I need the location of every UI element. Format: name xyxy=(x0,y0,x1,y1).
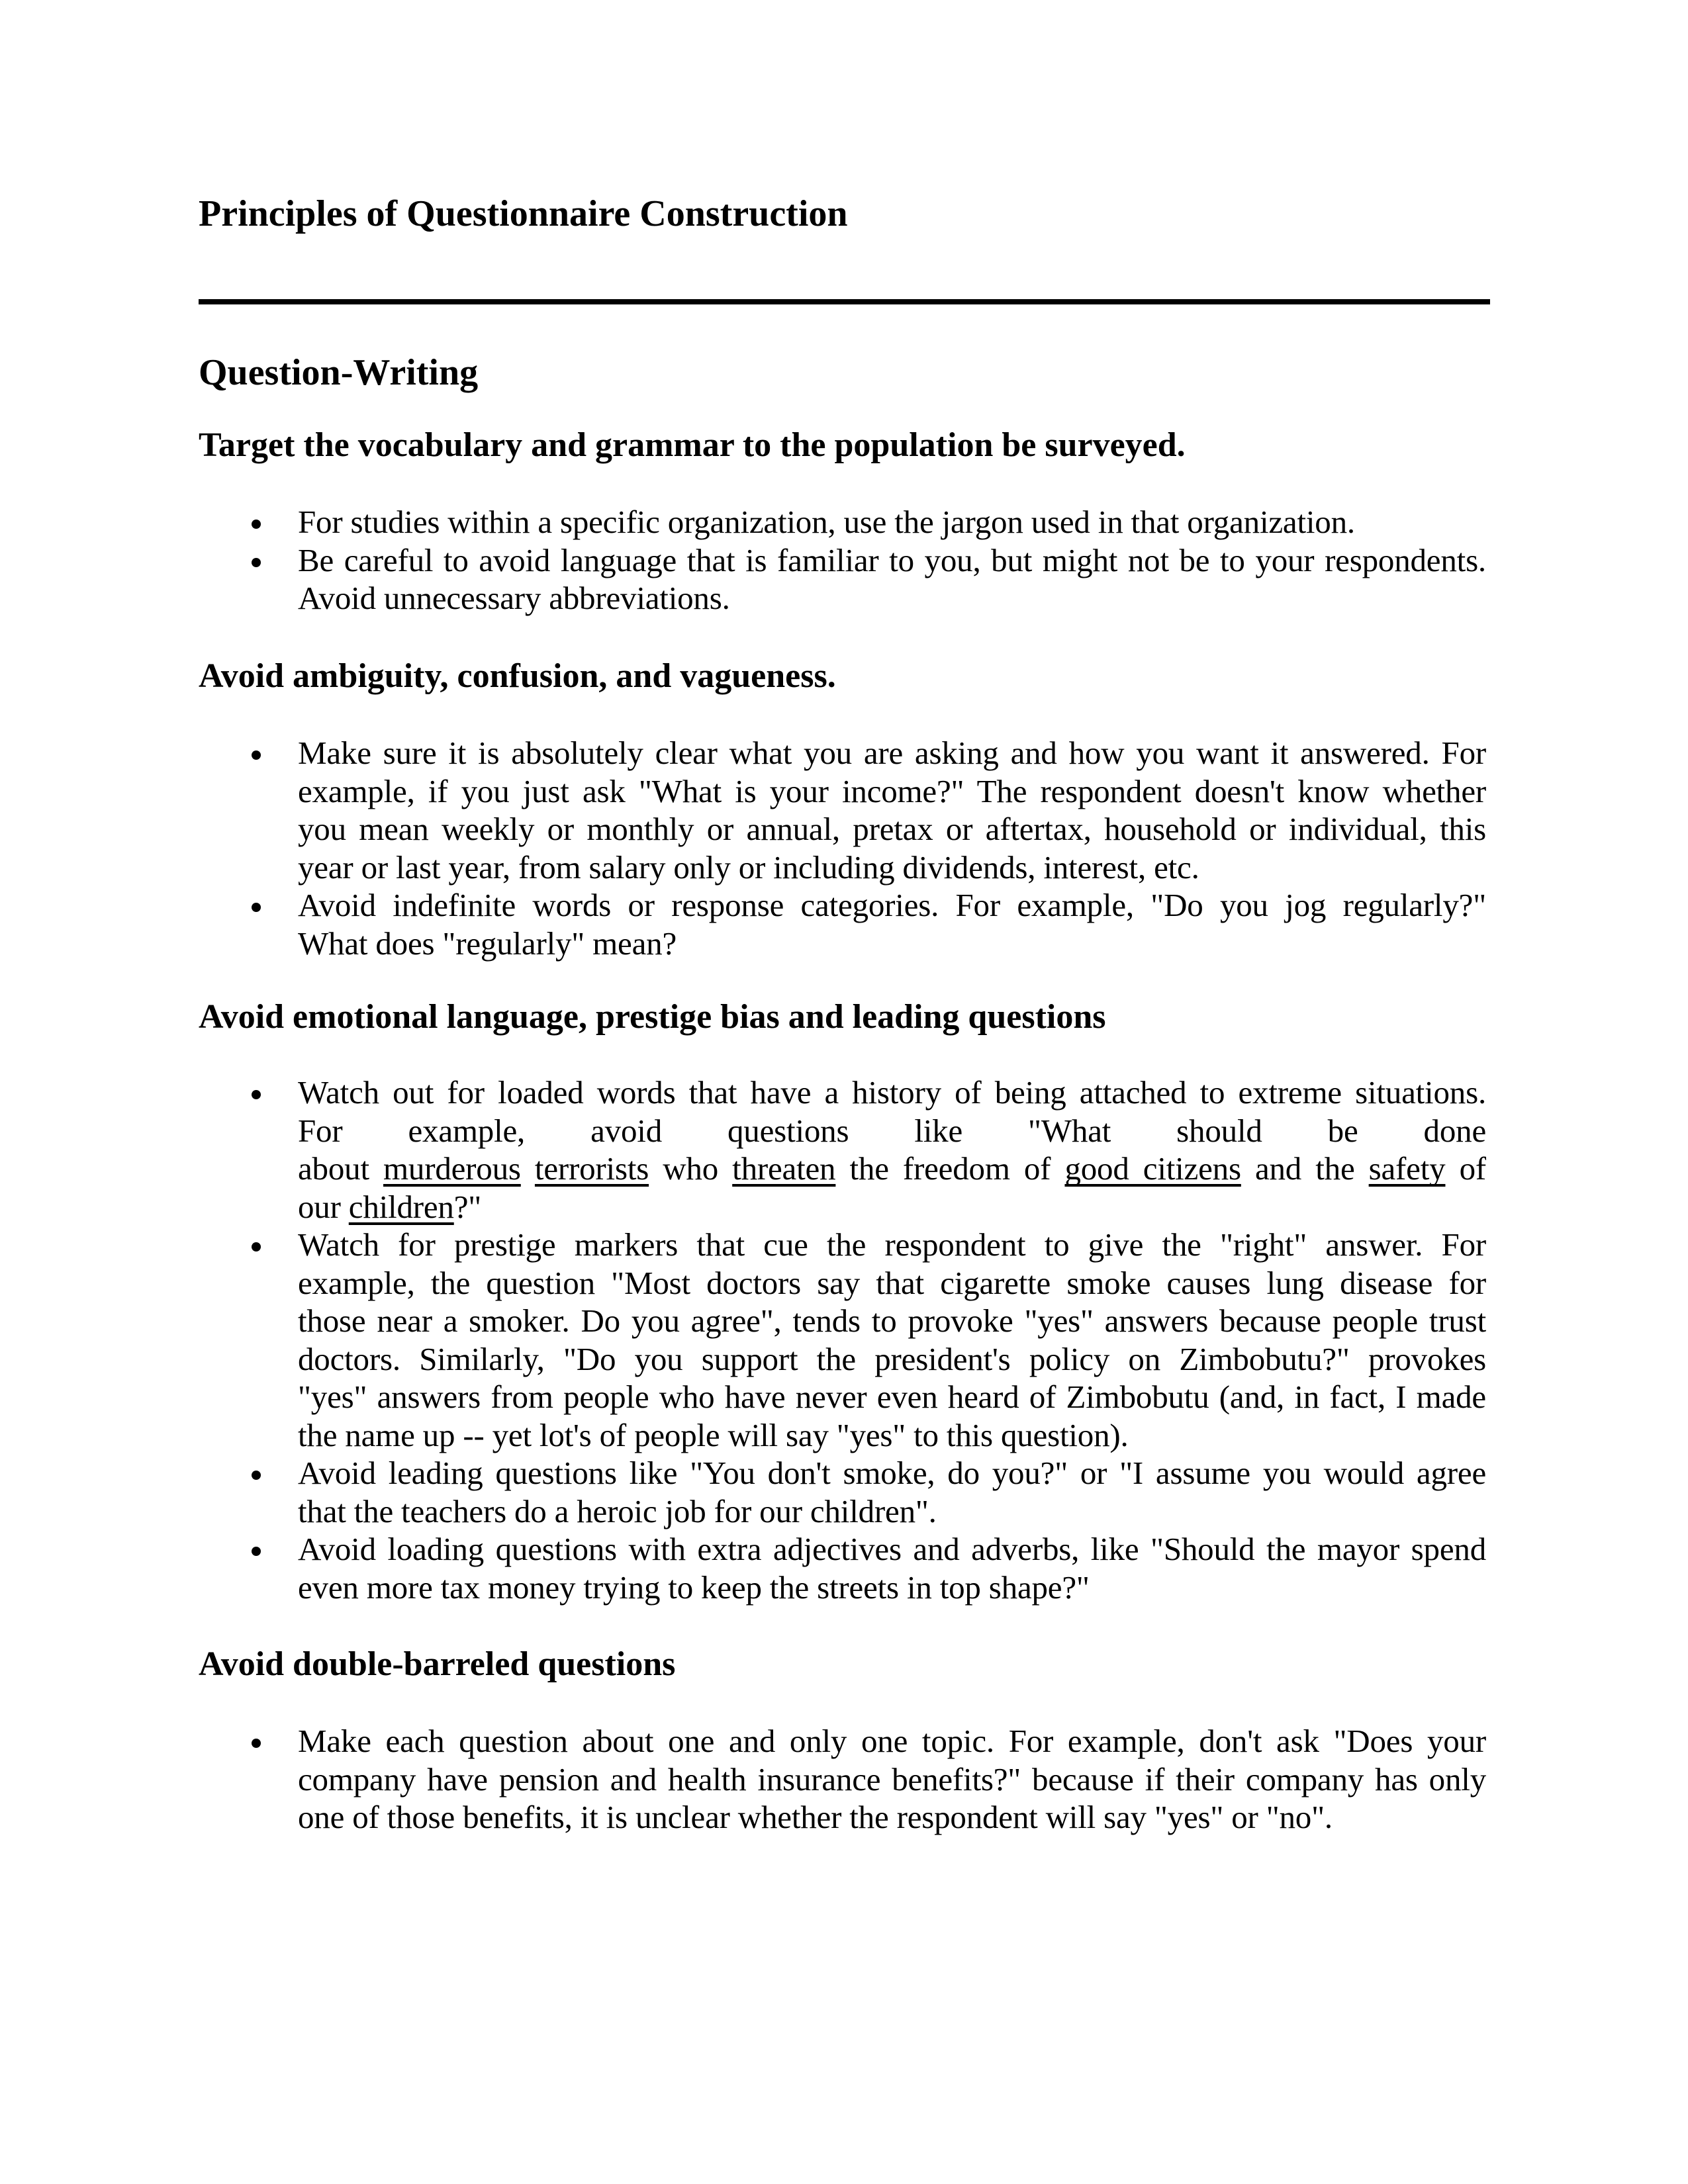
bullet-list-avoid-ambiguity xyxy=(199,734,1486,962)
bullet-list-avoid-emotional-language xyxy=(199,1073,1486,1606)
text-segment: who xyxy=(649,1150,733,1187)
text-line: that the teachers do a heroic job for our children". xyxy=(298,1492,937,1529)
text-line: Avoid unnecessary abbreviations. xyxy=(298,580,730,616)
bullet-icon xyxy=(252,903,261,912)
text-line: Make each question about one and only one topic. For example, don't ask "Does your xyxy=(298,1723,1486,1759)
heading-question-writing: Question-Writing xyxy=(199,352,479,393)
text-line: Be careful to avoid language that is familiar to you, but might not be to your respondents. xyxy=(298,541,1486,578)
bullet-icon xyxy=(252,1242,261,1251)
bullet-item xyxy=(199,1073,1486,1226)
text-line: Avoid leading questions like "You don't smoke, do you?" or "I assume you would agree xyxy=(298,1455,1486,1491)
text-segment: our xyxy=(298,1188,349,1225)
underlined-term: terrorists xyxy=(534,1150,649,1187)
text-line: example, the question "Most doctors say that cigarette smoke causes lung disease for xyxy=(298,1264,1486,1301)
text-line: one of those benefits, it is unclear whether the respondent will say "yes" or "no". xyxy=(298,1799,1333,1835)
document-title: Principles of Questionnaire Construction xyxy=(199,193,848,234)
text-line: What does "regularly" mean? xyxy=(298,925,677,962)
bullet-list-avoid-double-barreled xyxy=(199,1722,1486,1837)
text-segment: the freedom of xyxy=(835,1150,1065,1187)
underlined-term: threaten xyxy=(732,1150,836,1187)
bullet-icon xyxy=(252,558,261,567)
text-segment: and the xyxy=(1241,1150,1369,1187)
text-line: Avoid loading questions with extra adjectives and adverbs, like "Should the mayor spend xyxy=(298,1531,1486,1567)
text-line xyxy=(298,1150,1486,1188)
bullet-item xyxy=(199,1530,1486,1606)
underlined-term: children xyxy=(348,1188,454,1225)
section-heading-avoid-ambiguity: Avoid ambiguity, confusion, and vagueness. xyxy=(199,657,836,695)
text-segment: about xyxy=(298,1150,383,1187)
text-line: company have pension and health insurance benefits?" because if their company has only xyxy=(298,1760,1486,1797)
underlined-term: murderous xyxy=(383,1150,521,1187)
section-heading-target-vocabulary: Target the vocabulary and grammar to the population be surveyed. xyxy=(199,426,1186,464)
bullet-item xyxy=(199,503,1486,541)
text-segment: ?" xyxy=(453,1188,482,1225)
text-segment xyxy=(521,1150,535,1187)
text-line: Watch out for loaded words that have a history of being attached to extreme situations. xyxy=(298,1074,1486,1111)
bullet-item xyxy=(199,1454,1486,1530)
text-line xyxy=(298,1188,1486,1226)
text-line: Avoid indefinite words or response categories. For example, "Do you jog regularly?" xyxy=(298,887,1486,923)
bullet-item xyxy=(199,734,1486,886)
bullet-item xyxy=(199,541,1486,617)
bullet-item xyxy=(199,1722,1486,1837)
text-line: those near a smoker. Do you agree", tends to provoke "yes" answers because people trust xyxy=(298,1302,1486,1339)
bullet-list-target-vocabulary xyxy=(199,503,1486,617)
text-line: the name up -- yet lot's of people will say "yes" to this question). xyxy=(298,1416,1129,1453)
text-segment: of xyxy=(1445,1150,1486,1187)
text-line: example, if you just ask "What is your income?" The respondent doesn't know whether xyxy=(298,772,1486,809)
section-heading-avoid-emotional-language: Avoid emotional language, prestige bias and leading questions xyxy=(199,998,1106,1036)
text-line: For studies within a specific organization, use the jargon used in that organization. xyxy=(298,504,1355,540)
text-line: Watch for prestige markers that cue the respondent to give the "right" answer. For xyxy=(298,1226,1486,1263)
section-heading-avoid-double-barreled: Avoid double-barreled questions xyxy=(199,1645,676,1683)
bullet-icon xyxy=(252,520,261,529)
bullet-icon xyxy=(252,1739,261,1748)
underlined-term: good citizens xyxy=(1064,1150,1241,1187)
bullet-icon xyxy=(252,1547,261,1556)
text-line: For example, avoid questions like "What should be done xyxy=(298,1112,1486,1149)
bullet-icon xyxy=(252,1471,261,1480)
bullet-icon xyxy=(252,1090,261,1099)
text-line: you mean weekly or monthly or annual, pretax or aftertax, household or individual, this xyxy=(298,811,1486,847)
text-line: "yes" answers from people who have never even heard of Zimbobutu (and, in fact, I made xyxy=(298,1379,1486,1415)
underlined-term: safety xyxy=(1368,1150,1446,1187)
text-line: year or last year, from salary only or including dividends, interest, etc. xyxy=(298,848,1199,886)
bullet-icon xyxy=(252,751,261,760)
text-line: even more tax money trying to keep the streets in top shape?" xyxy=(298,1569,1090,1606)
bullet-item xyxy=(199,886,1486,962)
bullet-item xyxy=(199,1226,1486,1454)
text-line: doctors. Similarly, "Do you support the president's policy on Zimbobutu?" provokes xyxy=(298,1340,1486,1377)
horizontal-rule xyxy=(199,299,1490,304)
text-line: Make sure it is absolutely clear what you are asking and how you want it answered. For xyxy=(298,735,1486,771)
